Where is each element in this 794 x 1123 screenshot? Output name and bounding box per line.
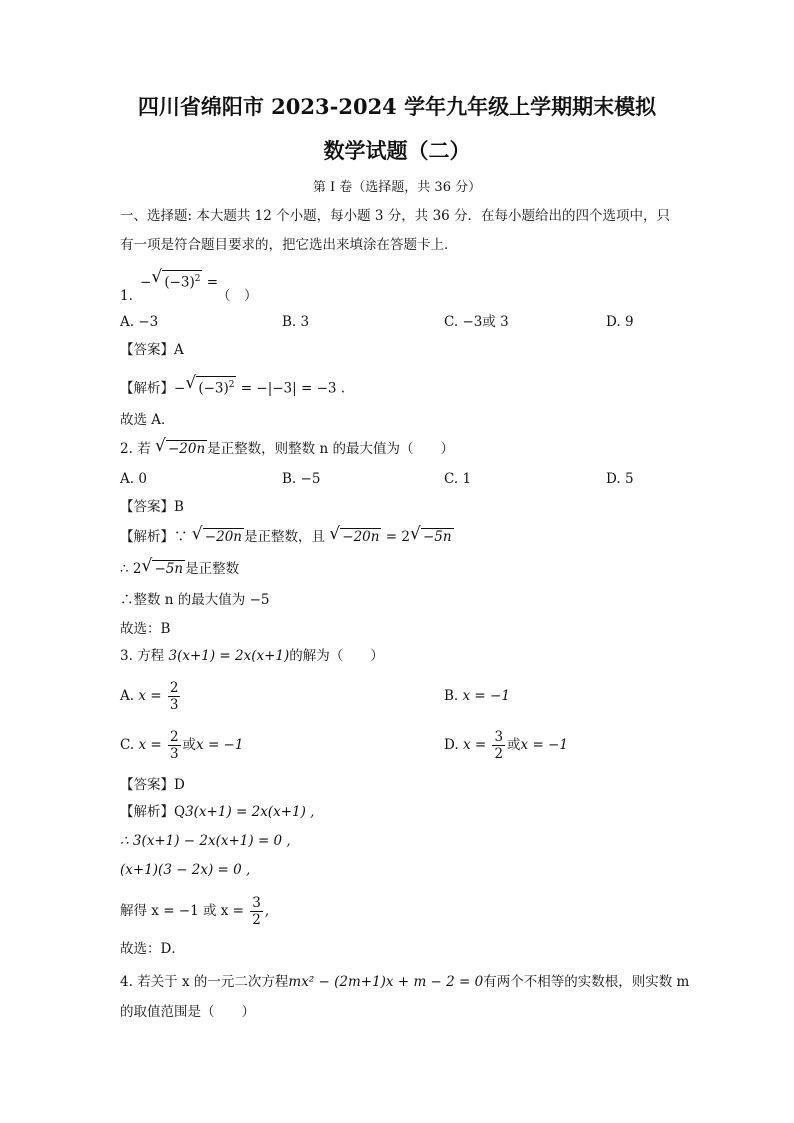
q3-option-d: D. x = $\frac{3}{2}$ 或x = −1	[444, 729, 568, 762]
instructions-line-1: 一、选择题: 本大题共 12 个小题，每小题 3 分，共 36 分．在每小题给出的四个选项中，只	[120, 208, 671, 224]
instructions-line-2: 有一项是符合题目要求的，把它选出来填涂在答题卡上．	[120, 237, 458, 253]
q1-analysis: 【解析】−√ $(-3)^2 = -|-3| = -3$ .	[120, 376, 345, 399]
q3-analysis: 【解析】Q3(x+1) = 2x(x+1) ,	[120, 804, 315, 820]
q1-option-c: C. −3或 3	[444, 314, 509, 330]
q3-step-3: 解得 x = −1 或 x = $\frac{3}{2}$ ,	[120, 895, 270, 928]
q2-stem: 2. 若 √ −20n 是正整数，则整数 n 的最大值为（ ）	[120, 439, 454, 459]
q1-sqrt: √ $(-3)^2$	[153, 270, 202, 293]
q2-option-b: B. −5	[282, 471, 321, 487]
q4-stem-line-2: 的取值范围是（ ）	[120, 1004, 255, 1020]
q3-stem: 3. 方程 3(x+1) = 2x(x+1)的解为（ ）	[120, 648, 384, 664]
q2-step-2: ∴整数 n 的最大值为 −5	[120, 592, 270, 608]
q2-option-d: D. 5	[606, 471, 634, 487]
page-title: 四川省绵阳市 2023-2024 学年九年级上学期期末模拟	[137, 94, 657, 119]
q3-step-1: ∴ 3(x+1) − 2x(x+1) = 0 ,	[120, 833, 291, 849]
q1-answer: 【答案】A	[120, 342, 184, 358]
q2-conclusion: 故选：B	[120, 621, 171, 637]
q1-number: 1.	[120, 288, 133, 304]
q1-blank: （ ）	[217, 288, 258, 304]
page-subtitle: 数学试题（二）	[323, 138, 471, 163]
q4-stem-line-1: 4. 若关于 x 的一元二次方程mx² − (2m+1)x + m − 2 = 0有两个不相等的实数根，则实数 m	[120, 974, 690, 990]
q1-option-a: A. −3	[120, 314, 159, 330]
q2-option-a: A. 0	[120, 471, 147, 487]
q1-option-b: B. 3	[282, 314, 310, 330]
q2-step-1: ∴ 2√ −5n 是正整数	[120, 559, 239, 579]
q2-answer: 【答案】B	[120, 499, 184, 515]
q2-analysis: 【解析】∵ √ −20n 是正整数，且 √ −20n = 2√ −5n	[120, 527, 454, 547]
q3-option-b: B. x = −1	[444, 688, 510, 704]
section-header: 第 I 卷（选择题，共 36 分）	[312, 180, 482, 195]
q1-conclusion: 故选 A．	[120, 412, 175, 428]
q1-expression: −√ $(-3)^2$ =	[140, 270, 218, 293]
q3-step-2: (x+1)(3 − 2x) = 0 ,	[120, 862, 251, 878]
q3-answer: 【答案】D	[120, 777, 185, 793]
q2-option-c: C. 1	[444, 471, 472, 487]
q3-option-c: C. x = $\frac{2}{3}$ 或x = −1	[120, 729, 244, 762]
q3-conclusion: 故选：D．	[120, 941, 185, 957]
q3-option-a: A. x = $\frac{2}{3}$	[120, 680, 179, 713]
q1-option-d: D. 9	[606, 314, 634, 330]
